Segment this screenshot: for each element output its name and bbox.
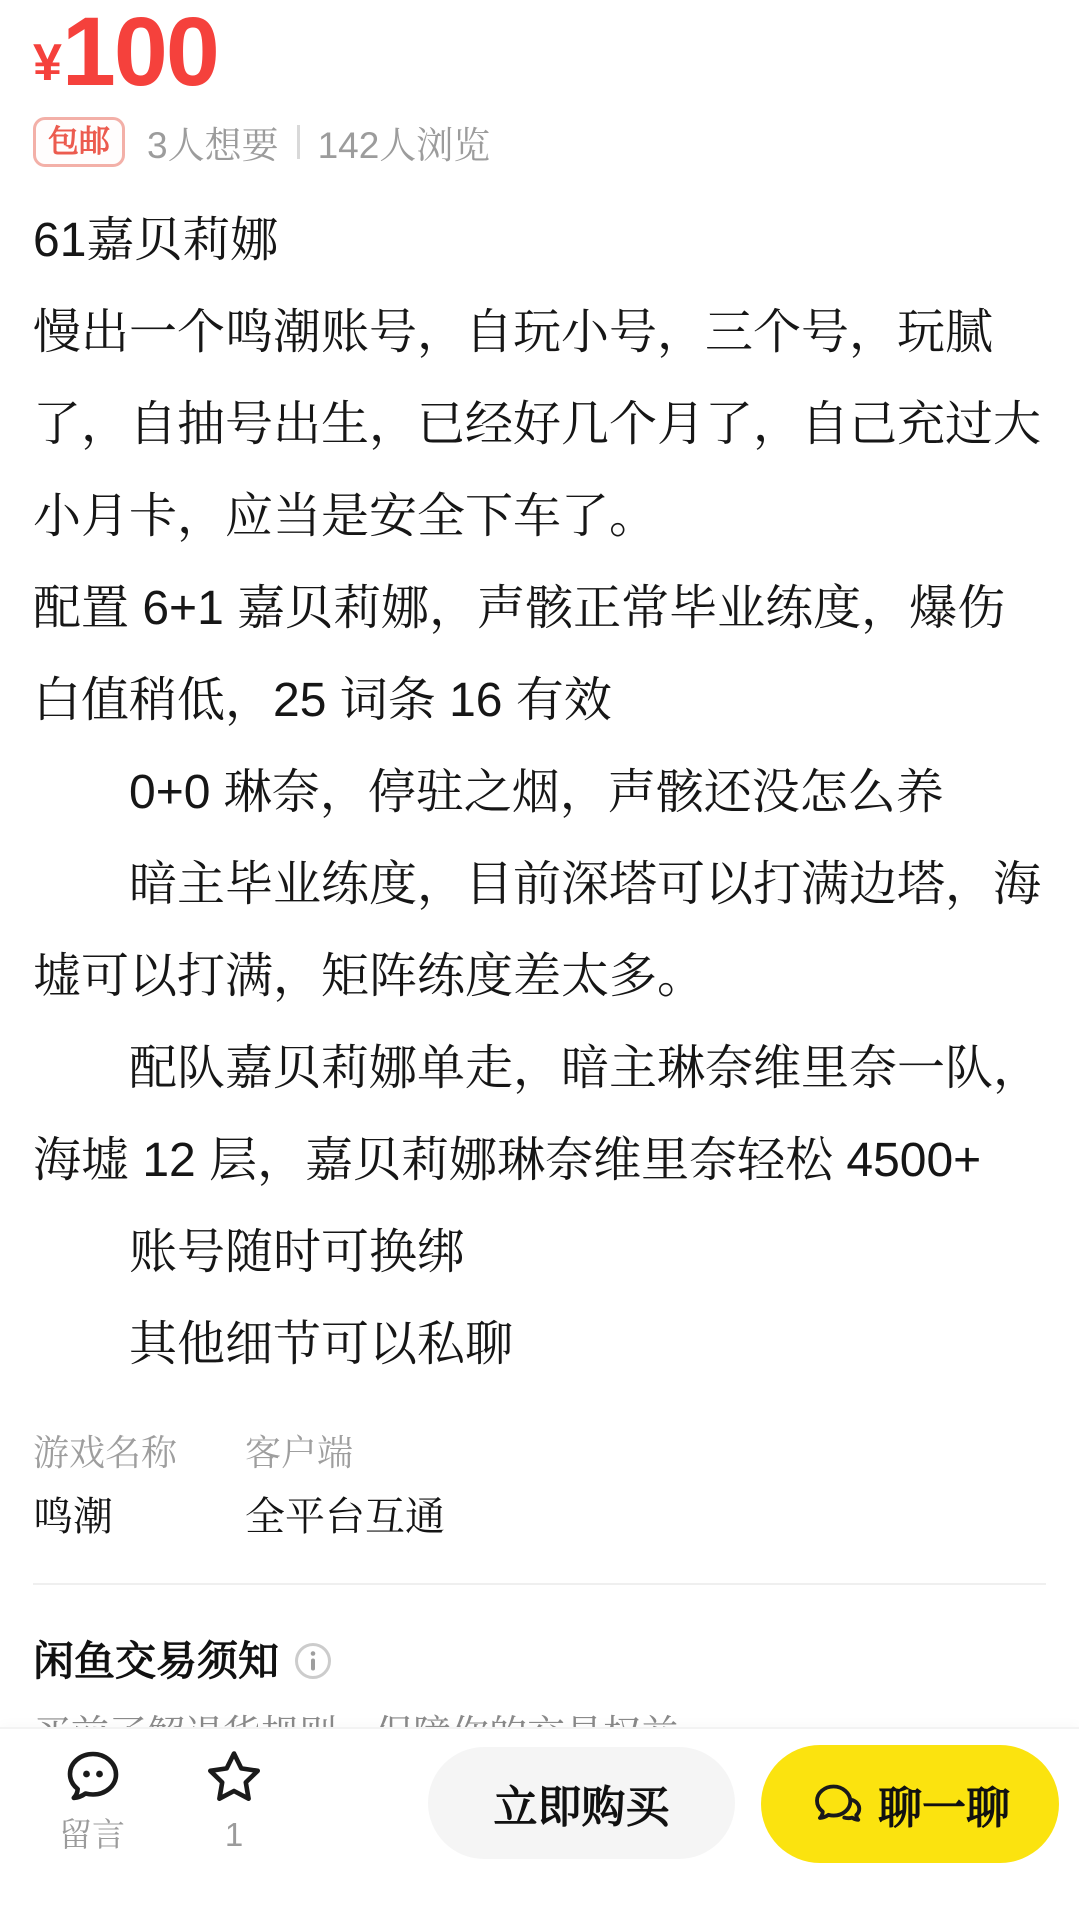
- meta-row: [33, 115, 1046, 169]
- buy-now-label: 立即购买: [493, 1783, 670, 1832]
- want-count: 3人想要: [147, 125, 279, 167]
- comment-label: 留言: [59, 1816, 125, 1853]
- buy-now-button[interactable]: [428, 1747, 735, 1859]
- product-description: [33, 195, 1046, 1391]
- stats: [147, 115, 490, 169]
- spec-table: [33, 1431, 1046, 1541]
- description-line: 海墟 12 层，嘉贝莉娜琳奈维里奈轻松 4500+: [33, 1134, 982, 1188]
- description-line: 0+0 琳奈，停驻之烟，声骸还没怎么养: [33, 766, 944, 820]
- description-line: 暗主毕业练度，目前深塔可以打满边塔，海: [33, 858, 1042, 912]
- description-line: 慢出一个鸣潮账号，自玩小号，三个号，玩腻: [33, 306, 994, 360]
- spec-client-value: 全平台互通: [245, 1495, 445, 1540]
- price-currency-symbol: ¥: [33, 34, 62, 93]
- description-line: 配队嘉贝莉娜单走，暗主琳奈维里奈一队，: [33, 1042, 1042, 1096]
- favorite-action[interactable]: [176, 1745, 292, 1853]
- description-line: 小月卡，应当是安全下车了。: [33, 490, 658, 544]
- comment-action[interactable]: [34, 1745, 150, 1853]
- description-line: 账号随时可换绑: [33, 1226, 466, 1280]
- price-value: 100: [61, 0, 218, 106]
- spec-client: [245, 1431, 445, 1541]
- favorite-count: 1: [224, 1816, 244, 1853]
- view-count: 142人浏览: [317, 125, 491, 167]
- spec-client-label: 客户端: [245, 1432, 354, 1474]
- description-line: 配置 6+1 嘉贝莉娜，声骸正常毕业练度，爆伤: [33, 582, 1006, 636]
- chat-button-label: 聊一聊: [878, 1784, 1010, 1833]
- description-line: 61嘉贝莉娜: [33, 214, 279, 268]
- trade-notice-title: 闲鱼交易须知: [33, 1638, 279, 1685]
- stats-separator: [297, 125, 300, 159]
- bottom-action-bar: [0, 1727, 1079, 1912]
- spec-game: [33, 1431, 245, 1541]
- description-line: 了，自抽号出生，已经好几个月了，自己充过大: [33, 398, 1042, 452]
- description-line: 墟可以打满，矩阵练度差太多。: [33, 950, 706, 1004]
- spec-game-value: 鸣潮: [33, 1495, 113, 1540]
- info-icon[interactable]: [293, 1641, 333, 1681]
- price-block: [33, 0, 1046, 106]
- free-shipping-badge: 包邮: [33, 117, 125, 167]
- star-icon: [202, 1745, 266, 1809]
- chat-bubbles-icon: [810, 1776, 866, 1832]
- section-divider: [33, 1583, 1046, 1585]
- description-line: 其他细节可以私聊: [33, 1318, 514, 1372]
- spec-game-label: 游戏名称: [33, 1432, 178, 1474]
- chat-button[interactable]: [761, 1745, 1059, 1863]
- description-line: 白值稍低，25 词条 16 有效: [33, 674, 612, 728]
- comment-bubble-icon: [60, 1745, 124, 1809]
- trade-notice: [33, 1635, 1046, 1687]
